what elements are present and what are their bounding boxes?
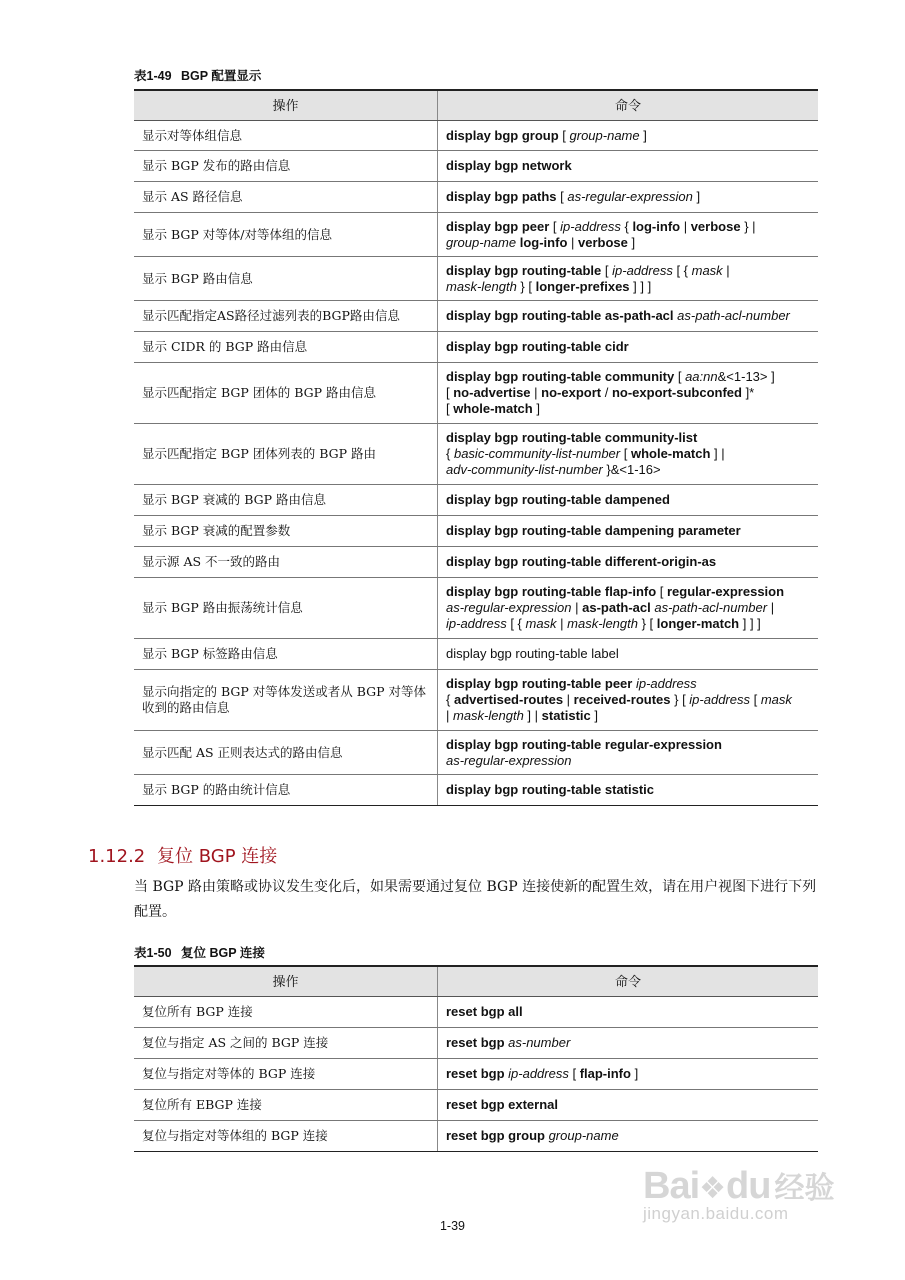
operation-cell: 显示匹配指定AS路径过滤列表的BGP路由信息	[134, 301, 438, 332]
command-cell	[438, 775, 819, 806]
command-keyword: display bgp routing-table statistic	[446, 782, 655, 797]
table-row	[134, 363, 818, 424]
command-text: [	[601, 262, 613, 278]
command-keyword: display bgp routing-table community	[446, 369, 675, 384]
command-keyword: no-export-subconfed	[611, 385, 742, 400]
command-cell	[438, 121, 819, 151]
table2-caption-title: 复位 BGP 连接	[181, 946, 265, 960]
paw-icon: ❖	[699, 1172, 727, 1205]
command-text: |	[567, 234, 578, 250]
command-keyword: display bgp routing-table cidr	[446, 339, 629, 354]
table-row	[134, 516, 818, 547]
table-row	[134, 670, 818, 731]
table-row	[134, 1090, 818, 1121]
command-text: [	[656, 584, 667, 599]
operation-cell: 显示 BGP 路由振荡统计信息	[134, 578, 438, 639]
command-line	[446, 584, 810, 600]
command-argument: mask-length	[446, 278, 517, 294]
command-argument: as-path-acl-number	[654, 600, 768, 615]
bgp-reset-table	[134, 965, 818, 1152]
command-keyword: reset bgp group	[446, 1128, 545, 1143]
command-line	[446, 401, 810, 417]
section-title: 复位 BGP 连接	[157, 846, 278, 867]
table-row	[134, 151, 818, 182]
table-row	[134, 332, 818, 363]
operation-cell: 显示 BGP 对等体/对等体组的信息	[134, 213, 438, 257]
command-keyword: whole-match	[630, 446, 711, 461]
operation-cell: 显示 BGP 的路由统计信息	[134, 775, 438, 806]
command-line	[446, 554, 810, 570]
command-text: ] ] ]	[739, 616, 761, 631]
command-text: [	[558, 127, 570, 143]
table1-caption-number: 表1-49	[134, 69, 172, 83]
command-keyword: advertised-routes	[453, 692, 564, 707]
command-keyword: statistic	[541, 708, 591, 723]
command-line	[446, 263, 810, 279]
section-heading	[88, 842, 277, 868]
command-text: [	[556, 189, 568, 204]
column-header-command: 命令	[438, 966, 819, 997]
command-line	[446, 600, 810, 616]
command-text: {	[446, 692, 454, 707]
command-line	[446, 430, 810, 446]
command-argument: ip-address	[508, 1066, 569, 1081]
operation-cell: 显示匹配 AS 正则表达式的路由信息	[134, 731, 438, 775]
command-keyword: log-info	[632, 218, 681, 234]
operation-cell: 复位与指定 AS 之间的 BGP 连接	[134, 1028, 438, 1059]
table-row	[134, 485, 818, 516]
command-keyword: display bgp routing-table as-path-acl	[446, 308, 674, 323]
command-cell	[438, 332, 819, 363]
operation-cell: 显示 BGP 标签路由信息	[134, 639, 438, 670]
table-row	[134, 997, 818, 1028]
table-row	[134, 301, 818, 332]
operation-cell: 显示匹配指定 BGP 团体的 BGP 路由信息	[134, 363, 438, 424]
command-keyword: log-info	[519, 234, 568, 250]
command-argument: ip-address	[689, 692, 750, 707]
table-row	[134, 213, 818, 257]
command-text: {	[446, 446, 454, 461]
command-argument: ip-address	[560, 218, 621, 234]
operation-cell: 显示源 AS 不一致的路由	[134, 547, 438, 578]
operation-cell: 显示 BGP 衰减的配置参数	[134, 516, 438, 547]
command-keyword: no-export	[541, 385, 602, 400]
table-row	[134, 731, 818, 775]
command-line	[446, 676, 810, 692]
table2-caption	[134, 943, 265, 961]
command-line	[446, 235, 810, 251]
section-number: 1.12.2	[88, 846, 146, 867]
command-keyword: display bgp network	[446, 158, 572, 173]
command-text: |	[563, 692, 574, 707]
table1-caption	[134, 66, 261, 84]
command-text: } [	[670, 692, 690, 707]
command-text: [	[446, 385, 454, 400]
command-text: } [	[637, 616, 657, 631]
command-cell	[438, 485, 819, 516]
command-text: ]	[639, 127, 647, 143]
command-cell	[438, 182, 819, 213]
command-cell	[438, 578, 819, 639]
table-row	[134, 547, 818, 578]
command-line	[446, 189, 810, 205]
table-row	[134, 1028, 818, 1059]
command-argument: mask	[525, 616, 557, 631]
command-argument: mask	[760, 692, 792, 707]
command-text: ]	[692, 189, 701, 204]
command-cell	[438, 1121, 819, 1152]
command-argument: ip-address	[635, 676, 697, 691]
command-line	[446, 462, 810, 478]
command-line	[446, 339, 810, 355]
command-text: |	[767, 600, 775, 615]
command-keyword: display bgp peer	[446, 218, 550, 234]
command-text: [ {	[672, 262, 692, 278]
command-argument: as-number	[508, 1035, 571, 1050]
command-argument: as-regular-expression	[446, 752, 572, 768]
operation-cell: 复位与指定对等体的 BGP 连接	[134, 1059, 438, 1090]
command-text: ]	[627, 234, 636, 250]
command-line	[446, 279, 810, 295]
command-keyword: longer-prefixes	[535, 278, 630, 294]
command-keyword: received-routes	[573, 692, 671, 707]
column-header-operation: 操作	[134, 90, 438, 121]
command-text: [ {	[506, 616, 526, 631]
command-text: ]	[630, 1066, 639, 1081]
operation-cell: 显示 BGP 路由信息	[134, 257, 438, 301]
operation-cell: 显示 CIDR 的 BGP 路由信息	[134, 332, 438, 363]
command-keyword: display bgp routing-table community-list	[446, 430, 698, 445]
command-argument: as-regular-expression	[446, 600, 572, 615]
command-text: [	[568, 1066, 580, 1081]
command-keyword: display bgp routing-table dampening parameter	[446, 523, 741, 538]
command-cell	[438, 363, 819, 424]
command-text: |	[446, 708, 453, 723]
command-cell	[438, 731, 819, 775]
page-number: 1-39	[439, 1219, 466, 1233]
command-keyword: reset bgp external	[446, 1097, 558, 1112]
command-text: {	[620, 218, 633, 234]
command-line	[446, 308, 810, 324]
command-keyword: regular-expression	[667, 584, 785, 599]
command-line	[446, 737, 810, 753]
command-text: /	[601, 385, 612, 400]
command-keyword: display bgp routing-table different-origin-as	[446, 554, 717, 569]
command-keyword: display bgp routing-table regular-expression	[446, 736, 722, 752]
command-text: display bgp routing-table label	[446, 646, 619, 661]
command-cell	[438, 257, 819, 301]
command-line	[446, 708, 810, 724]
command-text: } |	[740, 218, 756, 234]
table-row	[134, 424, 818, 485]
command-argument: as-regular-expression	[567, 189, 693, 204]
command-cell	[438, 424, 819, 485]
command-cell	[438, 151, 819, 182]
command-line	[446, 646, 810, 662]
watermark-logo-part2: du	[726, 1165, 771, 1207]
command-text: ]	[532, 401, 540, 416]
operation-cell: 显示 BGP 衰减的 BGP 路由信息	[134, 485, 438, 516]
command-line	[446, 1097, 810, 1113]
command-cell	[438, 639, 819, 670]
command-cell	[438, 547, 819, 578]
command-keyword: display bgp group	[446, 127, 559, 143]
table-row	[134, 257, 818, 301]
command-text: &<1-13> ]	[717, 369, 775, 384]
command-line	[446, 385, 810, 401]
command-argument: mask	[691, 262, 723, 278]
command-cell	[438, 670, 819, 731]
command-keyword: verbose	[690, 218, 741, 234]
watermark-cn: 经验	[774, 1172, 835, 1205]
table-row	[134, 1121, 818, 1152]
table-row	[134, 775, 818, 806]
command-argument: mask-length	[453, 708, 524, 723]
operation-cell: 显示对等体组信息	[134, 121, 438, 151]
command-text: |	[571, 600, 583, 615]
command-keyword: reset bgp all	[446, 1004, 523, 1019]
command-argument: ip-address	[612, 262, 673, 278]
operation-cell: 显示向指定的 BGP 对等体发送或者从 BGP 对等体收到的路由信息	[134, 670, 438, 731]
command-keyword: no-advertise	[453, 385, 531, 400]
command-text: [	[750, 692, 761, 707]
command-argument: group-name	[548, 1128, 619, 1143]
command-text: ] |	[523, 708, 542, 723]
command-keyword: display bgp routing-table	[446, 262, 602, 278]
command-cell	[438, 301, 819, 332]
command-cell	[438, 213, 819, 257]
operation-cell: 复位所有 EBGP 连接	[134, 1090, 438, 1121]
column-header-command: 命令	[438, 90, 819, 121]
table-row	[134, 578, 818, 639]
command-line	[446, 782, 810, 798]
command-line	[446, 1066, 810, 1082]
command-text: ]	[590, 708, 599, 723]
command-line	[446, 692, 810, 708]
command-argument: basic-community-list-number	[453, 446, 621, 461]
watermark-url: jingyan.baidu.com	[643, 1204, 789, 1223]
command-text: ]*	[741, 385, 755, 400]
command-line	[446, 128, 810, 144]
command-line	[446, 523, 810, 539]
command-text: |	[722, 262, 730, 278]
command-keyword: as-path-acl	[582, 600, 651, 615]
command-keyword: display bgp routing-table flap-info	[446, 584, 657, 599]
command-line	[446, 219, 810, 235]
command-cell	[438, 516, 819, 547]
command-keyword: longer-match	[656, 616, 740, 631]
table-row	[134, 121, 818, 151]
command-argument: adv-community-list-number	[446, 462, 603, 477]
command-argument: aa:nn	[685, 369, 718, 384]
command-keyword: reset bgp	[446, 1066, 505, 1081]
command-text: [	[549, 218, 561, 234]
operation-cell: 显示匹配指定 BGP 团体列表的 BGP 路由	[134, 424, 438, 485]
table-row	[134, 639, 818, 670]
command-text: ] ] ]	[629, 278, 652, 294]
command-keyword: display bgp routing-table peer	[446, 676, 633, 691]
command-argument: group-name	[569, 127, 640, 143]
command-argument: as-path-acl-number	[677, 308, 790, 323]
bgp-display-table	[134, 89, 818, 806]
command-line	[446, 158, 810, 174]
operation-cell: 复位所有 BGP 连接	[134, 997, 438, 1028]
column-header-operation: 操作	[134, 966, 438, 997]
operation-cell: 复位与指定对等体组的 BGP 连接	[134, 1121, 438, 1152]
command-keyword: display bgp paths	[446, 189, 557, 204]
baidu-jingyan-watermark	[643, 1163, 853, 1243]
operation-cell: 显示 BGP 发布的路由信息	[134, 151, 438, 182]
command-text: |	[680, 218, 691, 234]
command-line	[446, 492, 810, 508]
command-keyword: verbose	[578, 234, 628, 250]
command-text: |	[556, 616, 568, 631]
command-cell	[438, 1028, 819, 1059]
command-keyword: whole-match	[453, 401, 533, 416]
command-line	[446, 369, 810, 385]
command-argument: group-name	[446, 234, 517, 250]
command-line	[446, 1004, 810, 1020]
command-keyword: reset bgp	[446, 1035, 505, 1050]
table-row	[134, 1059, 818, 1090]
section-paragraph: 当 BGP 路由策略或协议发生变化后，如果需要通过复位 BGP 连接使新的配置生效，请在用户视图下进行下列配置。	[134, 879, 817, 920]
command-argument: mask-length	[567, 616, 638, 631]
command-keyword: display bgp routing-table dampened	[446, 492, 670, 507]
command-line	[446, 753, 810, 769]
command-line	[446, 1035, 810, 1051]
command-line	[446, 616, 810, 632]
table2-caption-number: 表1-50	[134, 946, 172, 960]
command-keyword: flap-info	[579, 1066, 631, 1081]
command-line	[446, 1128, 810, 1144]
command-text: [	[620, 446, 631, 461]
command-cell	[438, 997, 819, 1028]
operation-cell: 显示 AS 路径信息	[134, 182, 438, 213]
command-text: |	[530, 385, 542, 400]
command-argument: ip-address	[446, 616, 507, 631]
table1-caption-title: BGP 配置显示	[181, 69, 262, 83]
command-cell	[438, 1059, 819, 1090]
command-text: ] |	[710, 446, 725, 461]
table-row	[134, 182, 818, 213]
command-text: [	[446, 401, 454, 416]
command-text: }&<1-16>	[602, 462, 661, 477]
command-text: [	[674, 369, 686, 384]
command-text: } [	[516, 278, 536, 294]
command-line	[446, 446, 810, 462]
command-cell	[438, 1090, 819, 1121]
watermark-logo-part1: Bai	[643, 1165, 700, 1207]
